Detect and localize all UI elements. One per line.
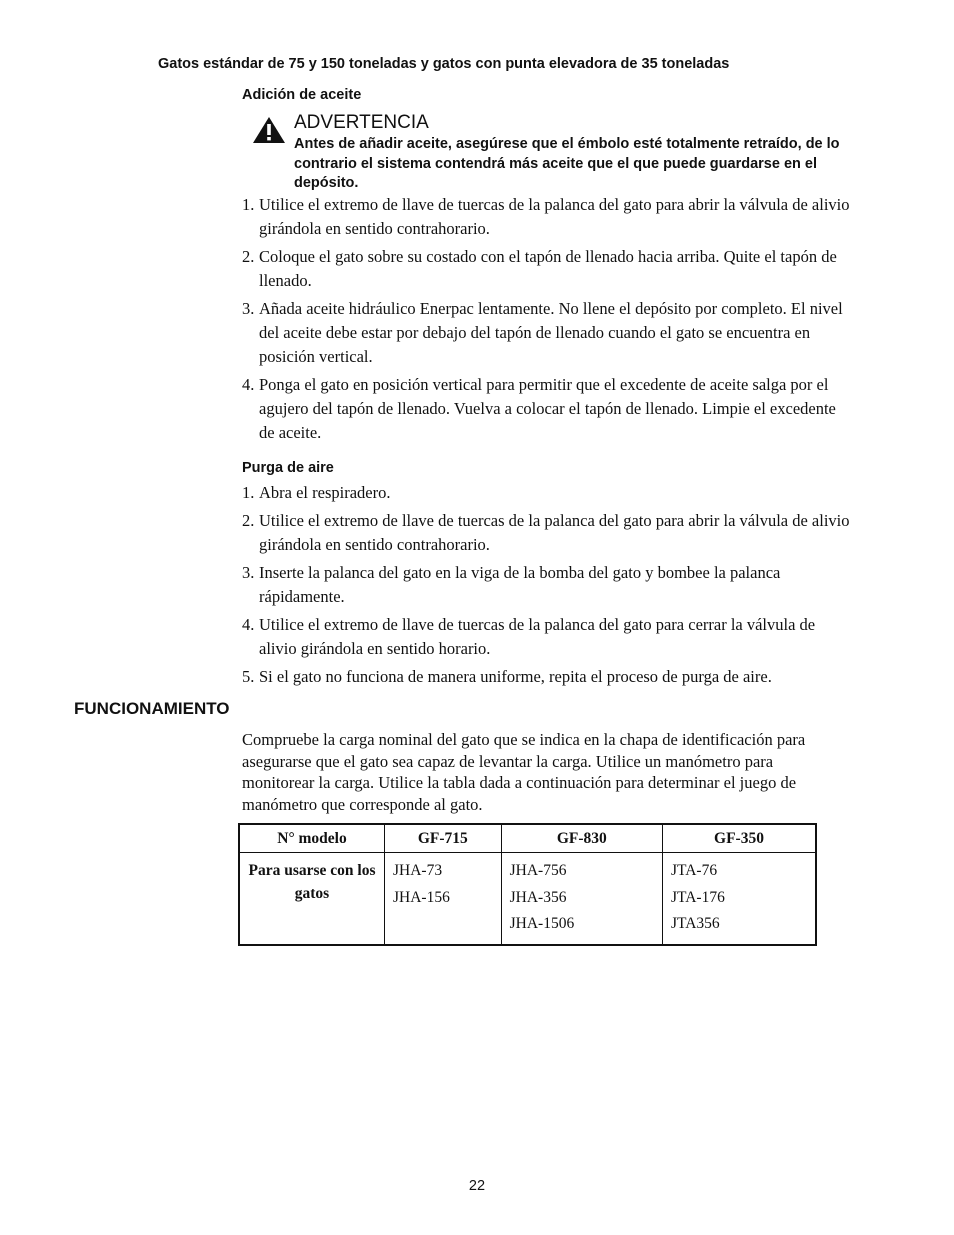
- jack-model: JTA-76: [670, 862, 718, 879]
- table-cell: [662, 853, 816, 945]
- list-item: 2. Coloque el gato sobre su costado con el tapón de llenado hacia arriba. Quite el tapón de llenado.: [242, 247, 837, 290]
- list-item: 4. Utilice el extremo de llave de tuercas de la palanca del gato para cerrar la válvula de alivio girándola en sentido horario.: [242, 615, 816, 658]
- jack-model: JTA356: [670, 915, 720, 932]
- warning-title: ADVERTENCIA: [294, 112, 429, 133]
- section-heading-adicion-de-aceite: Adición de aceite: [242, 87, 362, 103]
- table-row: [239, 853, 816, 945]
- list-item: 5. Si el gato no funciona de manera uniforme, repita el proceso de purga de aire.: [242, 667, 772, 686]
- jack-model: JHA-1506: [509, 915, 575, 932]
- page-number: 22: [468, 1178, 486, 1194]
- list-item: 1. Abra el respiradero.: [242, 483, 391, 502]
- jack-model: JTA-176: [670, 888, 725, 906]
- jack-model: JHA-756: [509, 862, 567, 879]
- jack-model: JHA-73: [393, 862, 443, 879]
- table-row-label: Para usarse con los gatos: [248, 862, 376, 902]
- warning-triangle-icon: [252, 116, 286, 144]
- section-heading-purga-de-aire: Purga de aire: [242, 460, 334, 476]
- list-item: 4. Ponga el gato en posición vertical para permitir que el excedente de aceite salga por el agujero del tapón de llenado. Vuelva a colocar el tapón de llenado. Limpie el excedente de aceite.: [242, 375, 836, 442]
- steps-adicion-de-aceite: [242, 193, 854, 449]
- list-item: 2. Utilice el extremo de llave de tuercas de la palanca del gato para abrir la válvula de alivio girándola en sentido contrahorario.: [242, 511, 850, 554]
- jack-model: JHA-156: [393, 888, 450, 906]
- steps-purga-de-aire: [242, 481, 854, 693]
- list-item: 3. Añada aceite hidráulico Enerpac lentamente. No llene el depósito por completo. El nivel del aceite debe estar por debajo del tapón de llenado cuando el gato se encuentra en posición vertical.: [242, 299, 843, 366]
- table-header-row: [239, 824, 816, 853]
- gauge-model-table: [238, 823, 817, 946]
- table-cell: [385, 853, 502, 945]
- jack-model: JHA-356: [509, 888, 567, 906]
- section-title-funcionamiento: FUNCIONAMIENTO: [74, 699, 230, 718]
- table-header: GF-715: [385, 824, 502, 853]
- intro-paragraph: Compruebe la carga nominal del gato que se indica en la chapa de identificación para asegurarse que el gato sea capaz de levantar la carga. Utilice un manómetro para monitorear la carga. Utilice la tabla dada a continuación para determinar el juego de manómetro que corresponde al gato.: [242, 730, 806, 814]
- table-header: GF-350: [662, 824, 816, 853]
- list-item: 3. Inserte la palanca del gato en la viga de la bomba del gato y bombee la palanca rápidamente.: [242, 563, 781, 606]
- warning-text: Antes de añadir aceite, asegúrese que el émbolo esté totalmente retraído, de lo contrario el sistema contendrá más aceite que el que puede guardarse en el depósito.: [294, 136, 840, 191]
- table-header: GF-830: [501, 824, 662, 853]
- table-cell: [501, 853, 662, 945]
- page-header: Gatos estándar de 75 y 150 toneladas y gatos con punta elevadora de 35 toneladas: [158, 56, 730, 72]
- list-item: 1. Utilice el extremo de llave de tuercas de la palanca del gato para abrir la válvula de alivio girándola en sentido contrahorario.: [242, 195, 850, 238]
- table-header: N° modelo: [239, 824, 385, 853]
